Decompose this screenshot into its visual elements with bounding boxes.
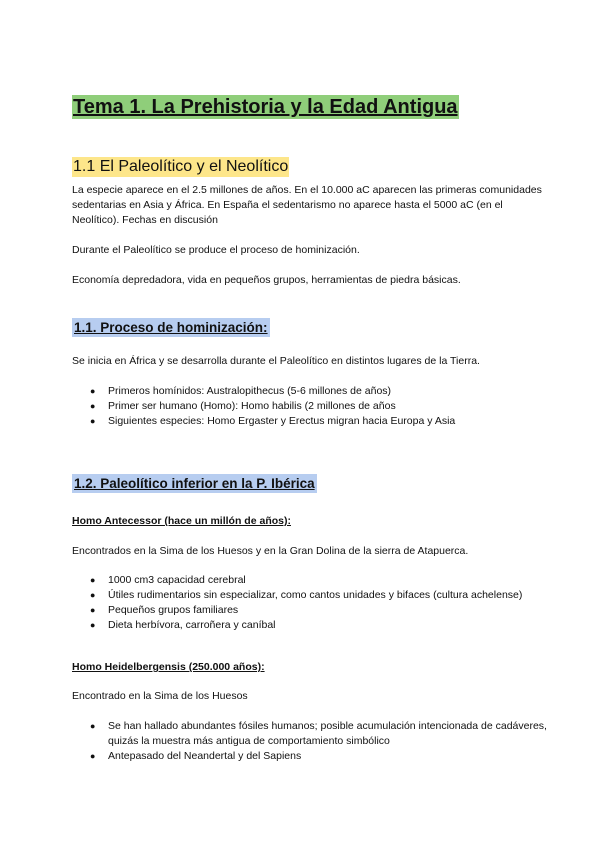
bullet-icon: ● (90, 575, 96, 585)
heidelbergensis-list (72, 719, 548, 764)
list-item: ● Antepasado del Neandertal y del Sapiens (90, 750, 302, 762)
paragraph-sima-huesos: Encontrado en la Sima de los Huesos (72, 690, 248, 702)
bullet-icon: ● (90, 751, 96, 761)
bullet-icon: ● (90, 721, 96, 731)
subheading-homo-heidelbergensis: Homo Heidelbergensis (250.000 años): (72, 661, 265, 673)
document-title: Tema 1. La Prehistoria y la Edad Antigua (73, 96, 458, 118)
paragraph-atapuerca: Encontrados en la Sima de los Huesos y en la Gran Dolina de la sierra de Atapuerca. (72, 545, 469, 557)
section-heading-paleolitico-neolitico: 1.1 El Paleolítico y el Neolítico (73, 158, 289, 175)
paragraph-economia: Economía depredadora, vida en pequeños grupos, herramientas de piedra básicas. (72, 274, 461, 286)
list-item: ● Se han hallado abundantes fósiles humanos; posible acumulación intencionada de cadáveres, quizás la muestra más antigua de comportamiento simbólico (90, 720, 547, 747)
paragraph-especie: La especie aparece en el 2.5 millones de años. En el 10.000 aC aparecen las primeras comunidades sedentarias en Asia y África. En España el sedentarismo no aparece hasta el 5000 aC (en el Neolítico). Fechas en discusión (72, 184, 542, 226)
hominizacion-list (72, 384, 548, 429)
bullet-icon: ● (90, 605, 96, 615)
section-heading-proceso-hominizacion: 1.1. Proceso de hominización: (74, 320, 268, 335)
section-heading-paleolitico-inferior: 1.2. Paleolítico inferior en la P. Ibérica (74, 476, 315, 491)
list-item: ● Útiles rudimentarios sin especializar, como cantos unidades y bifaces (cultura achelense) (90, 589, 523, 601)
bullet-icon: ● (90, 416, 96, 426)
bullet-icon: ● (90, 386, 96, 396)
list-item: ● Pequeños grupos familiares (90, 604, 239, 616)
antecessor-list (72, 573, 548, 633)
bullet-icon: ● (90, 401, 96, 411)
list-item: ● Siguientes especies: Homo Ergaster y Erectus migran hacia Europa y Asia (90, 415, 456, 427)
subheading-homo-antecessor: Homo Antecessor (hace un millón de años): (72, 515, 291, 527)
list-item: ● 1000 cm3 capacidad cerebral (90, 574, 246, 586)
bullet-icon: ● (90, 620, 96, 630)
paragraph-hominizacion-intro: Durante el Paleolítico se produce el proceso de hominización. (72, 244, 360, 256)
bullet-icon: ● (90, 590, 96, 600)
paragraph-africa: Se inicia en África y se desarrolla durante el Paleolítico en distintos lugares de la Tierra. (72, 355, 480, 367)
list-item: ● Primer ser humano (Homo): Homo habilis (2 millones de años (90, 400, 396, 412)
list-item: ● Primeros homínidos: Australopithecus (5-6 millones de años) (90, 385, 392, 397)
list-item: ● Dieta herbívora, carroñera y caníbal (90, 619, 276, 631)
